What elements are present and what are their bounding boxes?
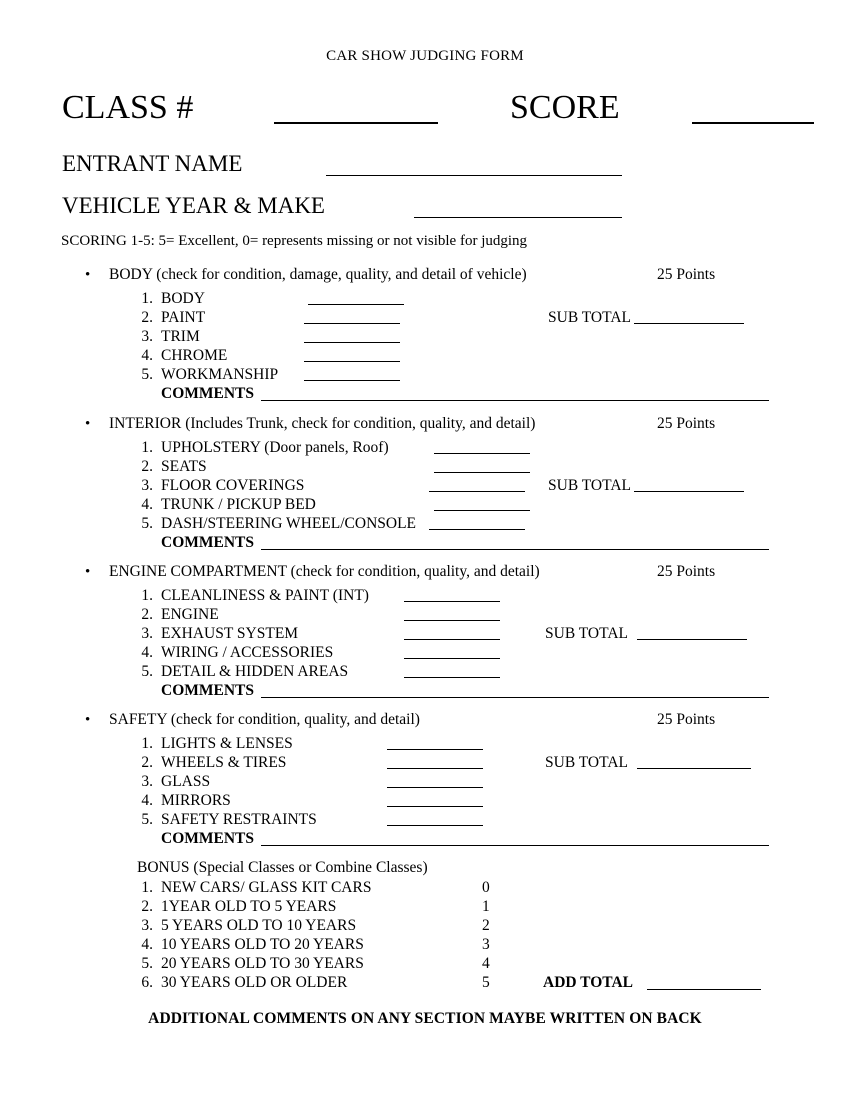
item-score-field[interactable] — [404, 676, 500, 678]
bonus-label: 30 YEARS OLD OR OLDER — [161, 974, 348, 991]
item-number: 3. — [141, 477, 153, 494]
sub-total-field[interactable] — [637, 767, 751, 769]
score-row — [133, 495, 793, 514]
comments-label: COMMENTS — [161, 830, 254, 847]
class-number-field[interactable] — [274, 88, 438, 124]
sub-total-row — [548, 308, 631, 327]
comments-row — [161, 681, 781, 700]
bonus-row — [137, 897, 797, 916]
item-label: MIRRORS — [161, 792, 231, 809]
item-label: DETAIL & HIDDEN AREAS — [161, 663, 349, 680]
section-title: SAFETY (check for condition, quality, and detail) — [109, 711, 420, 728]
item-score-field[interactable] — [387, 824, 483, 826]
item-score-field[interactable] — [429, 528, 525, 530]
item-number: 2. — [141, 309, 153, 326]
item-label: WHEELS & TIRES — [161, 754, 287, 771]
item-label: CHROME — [161, 347, 228, 364]
bonus-row — [137, 878, 797, 897]
item-score-field[interactable] — [434, 471, 530, 473]
section-title: BODY (check for condition, damage, quality, and detail of vehicle) — [109, 266, 527, 283]
item-label: TRIM — [161, 328, 200, 345]
score-row — [133, 662, 793, 681]
item-label: DASH/STEERING WHEEL/CONSOLE — [161, 515, 417, 532]
item-number: 4. — [141, 644, 153, 661]
score-row — [133, 753, 793, 772]
item-label: TRUNK / PICKUP BED — [161, 496, 316, 513]
comments-field[interactable] — [261, 548, 769, 550]
item-score-field[interactable] — [404, 657, 500, 659]
section-points: 25 Points — [657, 415, 716, 432]
item-number: 1. — [141, 587, 153, 604]
bonus-heading: BONUS (Special Classes or Combine Classes) — [137, 859, 428, 876]
sub-total-row — [545, 753, 628, 772]
item-number: 3. — [141, 328, 153, 345]
footer-note: ADDITIONAL COMMENTS ON ANY SECTION MAYBE WRITTEN ON BACK — [148, 1010, 702, 1027]
bonus-label: 1YEAR OLD TO 5 YEARS — [161, 898, 337, 915]
entrant-name-field[interactable] — [326, 150, 622, 176]
comments-row — [161, 533, 781, 552]
bullet-icon: • — [85, 267, 91, 283]
section-points: 25 Points — [657, 266, 716, 283]
comments-field[interactable] — [261, 844, 769, 846]
item-label: SEATS — [161, 458, 207, 475]
score-label: SCORE — [510, 89, 620, 126]
sub-total-field[interactable] — [634, 490, 744, 492]
item-label: SAFETY RESTRAINTS — [161, 811, 317, 828]
item-number: 4. — [141, 792, 153, 809]
sub-total-label: SUB TOTAL — [545, 625, 629, 642]
bonus-number: 6. — [141, 974, 153, 991]
item-number: 1. — [141, 439, 153, 456]
sub-total-field[interactable] — [637, 638, 747, 640]
item-label: ENGINE — [161, 606, 219, 623]
item-score-field[interactable] — [304, 360, 400, 362]
score-row — [133, 624, 793, 643]
bonus-number: 3. — [141, 917, 153, 934]
item-score-field[interactable] — [434, 452, 530, 454]
item-score-field[interactable] — [404, 638, 500, 640]
item-number: 4. — [141, 496, 153, 513]
vehicle-year-make-field[interactable] — [414, 192, 622, 218]
item-label: BODY — [161, 290, 205, 307]
sub-total-label: SUB TOTAL — [548, 309, 632, 326]
score-row — [133, 514, 793, 533]
bonus-value: 5 — [482, 974, 490, 991]
sub-total-label: SUB TOTAL — [548, 477, 632, 494]
score-row — [133, 438, 793, 457]
item-score-field[interactable] — [404, 619, 500, 621]
bonus-value: 0 — [482, 879, 490, 896]
item-number: 4. — [141, 347, 153, 364]
item-label: WORKMANSHIP — [161, 366, 279, 383]
item-number: 2. — [141, 606, 153, 623]
item-label: EXHAUST SYSTEM — [161, 625, 299, 642]
bullet-icon: • — [85, 416, 91, 432]
vehicle-year-make-row — [62, 192, 802, 224]
entrant-name-label: ENTRANT NAME — [62, 151, 243, 176]
item-score-field[interactable] — [387, 767, 483, 769]
bonus-number: 4. — [141, 936, 153, 953]
bonus-label: 20 YEARS OLD TO 30 YEARS — [161, 955, 364, 972]
comments-field[interactable] — [261, 399, 769, 401]
add-total-label: ADD TOTAL — [543, 974, 634, 991]
item-number: 2. — [141, 754, 153, 771]
score-row — [133, 365, 793, 384]
bonus-number: 2. — [141, 898, 153, 915]
item-score-field[interactable] — [304, 341, 400, 343]
item-number: 5. — [141, 663, 153, 680]
bonus-row — [137, 916, 797, 935]
item-number: 1. — [141, 735, 153, 752]
bonus-value: 2 — [482, 917, 490, 934]
scoring-instructions: SCORING 1-5: 5= Excellent, 0= represents missing or not visible for judging — [61, 233, 528, 249]
page-title: CAR SHOW JUDGING FORM — [326, 48, 524, 64]
entrant-name-row — [62, 150, 802, 182]
item-label: GLASS — [161, 773, 211, 790]
score-row — [133, 772, 793, 791]
bonus-label: NEW CARS/ GLASS KIT CARS — [161, 879, 372, 896]
sub-total-row — [548, 476, 631, 495]
comments-row — [161, 829, 781, 848]
score-row — [133, 605, 793, 624]
bullet-icon: • — [85, 564, 91, 580]
bonus-number: 1. — [141, 879, 153, 896]
score-row — [133, 289, 793, 308]
item-number: 5. — [141, 515, 153, 532]
item-number: 3. — [141, 625, 153, 642]
class-score-row — [62, 88, 802, 132]
item-score-field[interactable] — [434, 509, 530, 511]
item-label: WIRING / ACCESSORIES — [161, 644, 334, 661]
bonus-value: 3 — [482, 936, 490, 953]
sub-total-label: SUB TOTAL — [545, 754, 629, 771]
bonus-label: 10 YEARS OLD TO 20 YEARS — [161, 936, 364, 953]
item-label: CLEANLINESS & PAINT (INT) — [161, 587, 369, 604]
add-total-row — [543, 973, 633, 992]
bonus-value: 4 — [482, 955, 490, 972]
score-field[interactable] — [692, 88, 814, 124]
sub-total-field[interactable] — [634, 322, 744, 324]
bonus-label: 5 YEARS OLD TO 10 YEARS — [161, 917, 357, 934]
score-row — [133, 791, 793, 810]
item-score-field[interactable] — [429, 490, 525, 492]
item-score-field[interactable] — [387, 786, 483, 788]
score-row — [133, 734, 793, 753]
score-row — [133, 346, 793, 365]
class-number-label: CLASS # — [62, 89, 194, 126]
bonus-value: 1 — [482, 898, 490, 915]
item-label: FLOOR COVERINGS — [161, 477, 305, 494]
score-row — [133, 643, 793, 662]
item-score-field[interactable] — [304, 379, 400, 381]
sub-total-row — [545, 624, 628, 643]
item-label: LIGHTS & LENSES — [161, 735, 293, 752]
section-title: INTERIOR (Includes Trunk, check for condition, quality, and detail) — [109, 415, 536, 432]
item-score-field[interactable] — [387, 805, 483, 807]
score-row — [133, 810, 793, 829]
bullet-icon: • — [85, 712, 91, 728]
item-score-field[interactable] — [387, 748, 483, 750]
item-score-field[interactable] — [308, 303, 404, 305]
bonus-row — [137, 935, 797, 954]
item-label: PAINT — [161, 309, 206, 326]
item-score-field[interactable] — [304, 322, 400, 324]
section-points: 25 Points — [657, 563, 716, 580]
section-title: ENGINE COMPARTMENT (check for condition, quality, and detail) — [109, 563, 540, 580]
comments-label: COMMENTS — [161, 385, 254, 402]
score-row — [133, 308, 793, 327]
comments-label: COMMENTS — [161, 534, 254, 551]
item-number: 3. — [141, 773, 153, 790]
section-points: 25 Points — [657, 711, 716, 728]
item-number: 5. — [141, 366, 153, 383]
comments-label: COMMENTS — [161, 682, 254, 699]
bonus-number: 5. — [141, 955, 153, 972]
item-number: 2. — [141, 458, 153, 475]
comments-row — [161, 384, 781, 403]
vehicle-year-make-label: VEHICLE YEAR & MAKE — [62, 193, 325, 218]
comments-field[interactable] — [261, 696, 769, 698]
score-row — [133, 476, 793, 495]
item-number: 5. — [141, 811, 153, 828]
score-row — [133, 586, 793, 605]
item-number: 1. — [141, 290, 153, 307]
score-row — [133, 327, 793, 346]
score-row — [133, 457, 793, 476]
item-score-field[interactable] — [404, 600, 500, 602]
add-total-field[interactable] — [647, 988, 761, 990]
bonus-row — [137, 954, 797, 973]
item-label: UPHOLSTERY (Door panels, Roof) — [161, 439, 389, 456]
